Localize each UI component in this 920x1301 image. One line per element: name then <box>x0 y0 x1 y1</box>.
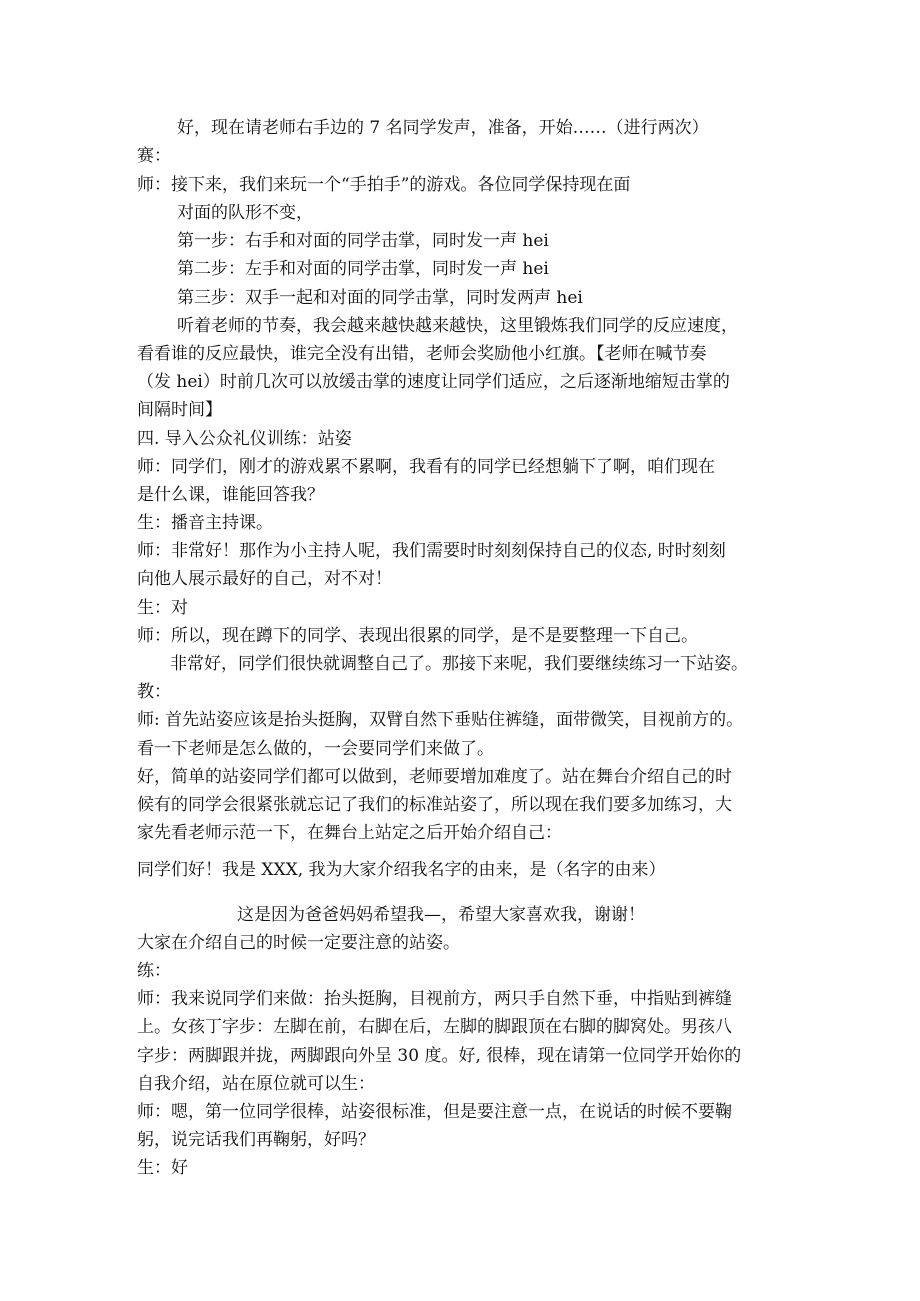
text-line: 自我介绍，站在原位就可以生： <box>137 1074 375 1094</box>
text-line: 生：播音主持课。 <box>137 513 273 533</box>
text-line: 看一下老师是怎么做的，一会要同学们来做了。 <box>137 739 494 759</box>
text-line: 师：嗯，第一位同学很棒，站姿很标准，但是要注意一点，在说话的时候不要鞠 <box>137 1102 732 1122</box>
text-line: 家先看老师示范一下，在舞台上站定之后开始介绍自己： <box>137 823 562 843</box>
text-line: 向他人展示最好的自己，对不对！ <box>137 569 392 589</box>
text-line: 练： <box>137 961 171 981</box>
text-line: 非常好，同学们很快就调整自己了。那接下来呢，我们要继续练习一下站姿。 <box>170 654 748 674</box>
text-line: 第三步：双手一起和对面的同学击掌，同时发两声 hei <box>177 288 583 308</box>
text-line: 上。女孩丁字步：左脚在前，右脚在后，左脚的脚跟顶在右脚的脚窝处。男孩八 <box>137 1017 732 1037</box>
text-line: 师：同学们，刚才的游戏累不累啊，我看有的同学已经想躺下了啊，咱们现在 <box>137 457 715 477</box>
text-line: 师: 首先站姿应该是抬头挺胸，双臂自然下垂贴住裤缝，面带微笑，目视前方的。 <box>137 710 744 730</box>
text-line: 教： <box>137 682 171 702</box>
text-line: 候有的同学会很紧张就忘记了我们的标准站姿了，所以现在我们要多加练习，大 <box>137 795 732 815</box>
text-line: 师：所以，现在蹲下的同学、表现出很累的同学，是不是要整理一下自己。 <box>137 626 698 646</box>
text-line: 生：对 <box>137 598 188 618</box>
text-line: 好，现在请老师右手边的 7 名同学发声，准备，开始……（进行两次） <box>177 118 709 138</box>
text-line: 赛： <box>137 146 171 166</box>
text-line: 对面的队形不变， <box>177 203 313 223</box>
text-line: 听着老师的节奏，我会越来越快越来越快，这里锻炼我们同学的反应速度， <box>177 316 738 336</box>
text-line: 师：我来说同学们来做：抬头挺胸，目视前方，两只手自然下垂，中指贴到裤缝 <box>137 989 732 1009</box>
text-line: 这是因为爸爸妈妈希望我—，希望大家喜欢我，谢谢！ <box>237 905 645 925</box>
section-heading: 四. 导入公众礼仪训练：站姿 <box>137 429 352 449</box>
text-line: 生：好 <box>137 1158 188 1178</box>
text-line: 同学们好！我是 XXX, 我为大家介绍我名字的由来，是（名字的由来） <box>137 860 666 880</box>
text-line: 是什么课，谁能回答我？ <box>137 485 324 505</box>
text-line: 字步：两脚跟并拢，两脚跟向外呈 30 度。好, 很棒，现在请第一位同学开始你的 <box>137 1046 742 1066</box>
text-line: （发 hei）时前几次可以放缓击掌的速度让同学们适应，之后逐渐地缩短击掌的 <box>137 372 730 392</box>
text-line: 躬，说完话我们再鞠躬，好吗？ <box>137 1130 375 1150</box>
text-line: 好，简单的站姿同学们都可以做到，老师要增加难度了。站在舞台介绍自己的时 <box>137 767 732 787</box>
text-line: 师：非常好！那作为小主持人呢，我们需要时时刻刻保持自己的仪态, 时时刻刻 <box>137 541 726 561</box>
text-line: 间隔时间】 <box>137 400 222 420</box>
text-line: 第二步：左手和对面的同学击掌，同时发一声 hei <box>177 259 549 279</box>
text-line: 看看谁的反应最快，谁完全没有出错，老师会奖励他小红旗。【老师在喊节奏 <box>137 344 707 364</box>
text-line: 第一步：右手和对面的同学击掌，同时发一声 hei <box>177 231 549 251</box>
text-line: 师：接下来，我们来玩一个“手拍手”的游戏。各位同学保持现在面 <box>137 175 631 195</box>
text-line: 大家在介绍自己的时候一定要注意的站姿。 <box>137 933 460 953</box>
